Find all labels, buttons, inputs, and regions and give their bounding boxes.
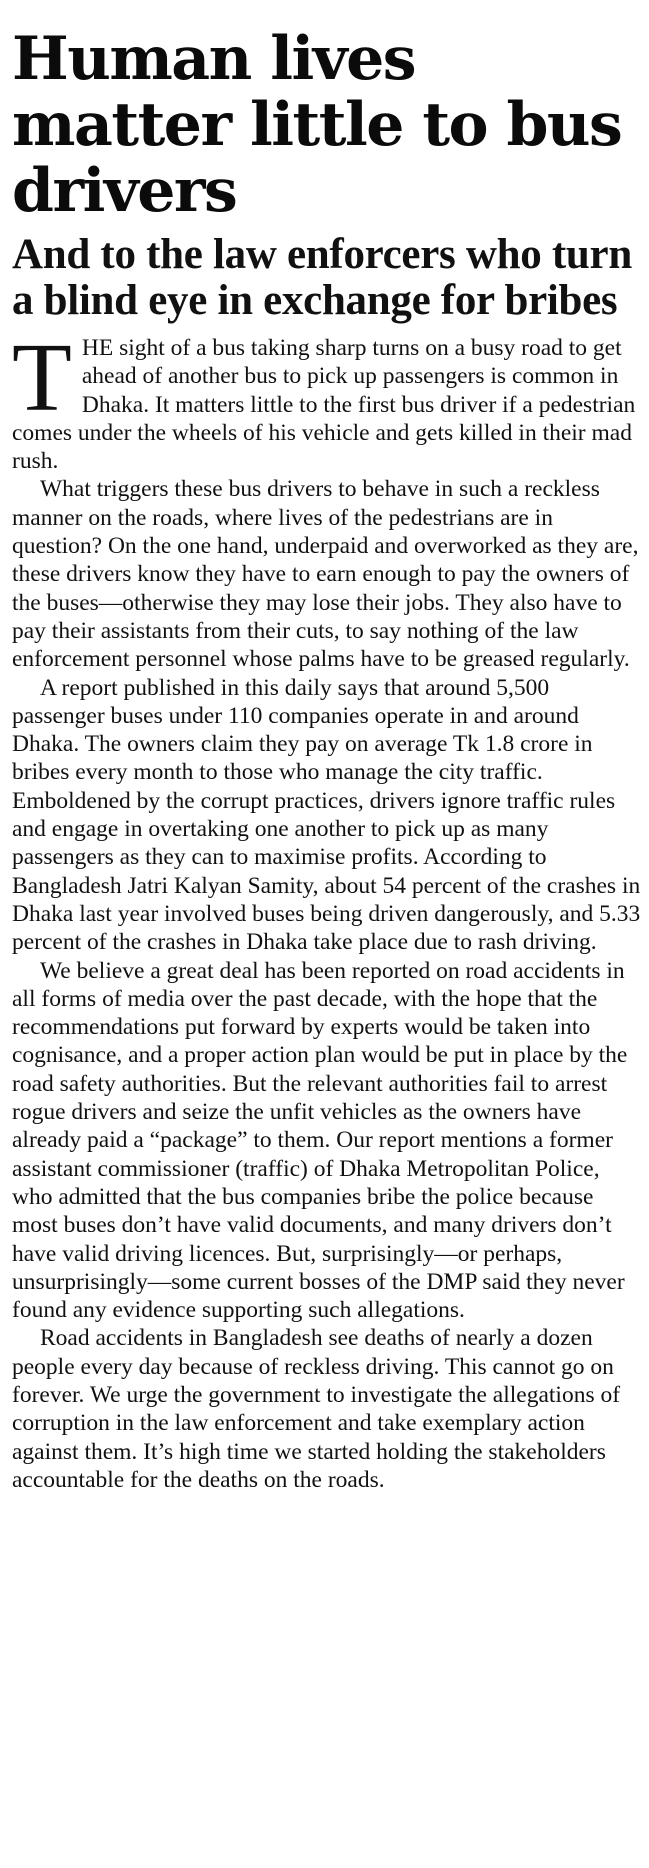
headline: Human lives matter little to bus drivers	[12, 24, 622, 226]
paragraph-5: Road accidents in Bangladesh see deaths of nearly a dozen people every day because of reckless driving. This cannot go on forever. We urge the government to investigate the allegations of corruption in the law enforcement and take exemplary action against them. It’s high time we started holding the stakeholders accountable for the deaths on the roads.	[12, 1325, 621, 1493]
paragraph-2: What triggers these bus drivers to behave in such a reckless manner on the roads, where lives of the pedestrians are in question? On the one hand, underpaid and overworked as they are, these drivers know they have to earn enough to pay the owners of the buses—otherwise they may lose their jobs. They also have to pay their assistants from their cuts, to say nothing of the law enforcement personnel whose palms have to be greased regularly.	[12, 476, 639, 673]
standfirst: And to the law enforcers who turn a blind eye in exchange for bribes	[12, 231, 632, 324]
paragraph-1	[12, 324, 641, 475]
paragraph-3: A report published in this daily says that around 5,500 passenger buses under 110 companies operate in and around Dhaka. The owners claim they pay on average Tk 1.8 crore in bribes every month to those who manage the city traffic. Emboldened by the corrupt practices, drivers ignore traffic rules and engage in overtaking one another to pick up as many passengers as they can to maximise profits. According to Bangladesh Jatri Kalyan Samity, about 54 percent of the crashes in Dhaka last year involved buses being driven dangerously, and 5.33 percent of the crashes in Dhaka take place due to rash driving.	[12, 674, 641, 956]
drop-cap: T	[12, 324, 72, 432]
paragraph-1-text: HE sight of a bus taking sharp turns on a busy road to get ahead of another bus to pick up passengers is common in Dhaka. It matters little to the first bus driver if a pedestrian comes under the wheels of his vehicle and gets killed in their mad rush.	[12, 335, 636, 475]
article-body	[12, 324, 641, 1494]
paragraph-4: We believe a great deal has been reported on road accidents in all forms of media over the past decade, with the hope that the recommendations put forward by experts would be taken into cognisance, and a proper action plan would be put in place by the road safety authorities. But the relevant authorities fail to arrest rogue drivers and seize the unfit vehicles as the owners have already paid a “package” to them. Our report mentions a former assistant commissioner (traffic) of Dhaka Metropolitan Police, who admitted that the bus companies bribe the police because most buses don’t have valid documents, and many drivers don’t have valid driving licences. But, surprisingly—or perhaps, unsurprisingly—some current bosses of the DMP said they never found any evidence supporting such allegations.	[12, 957, 628, 1324]
